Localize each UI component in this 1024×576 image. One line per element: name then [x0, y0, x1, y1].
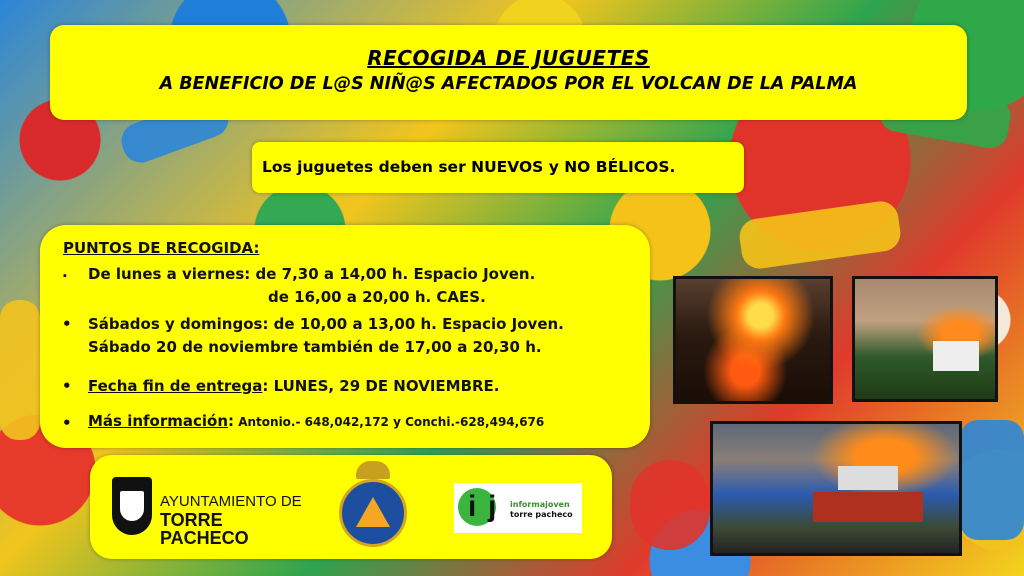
- title-main: RECOGIDA DE JUGUETES: [367, 46, 650, 70]
- ayuntamiento-logo: [112, 473, 312, 548]
- informajoven-i-icon: i: [468, 490, 477, 523]
- title-banner: [50, 25, 967, 120]
- ayuntamiento-text: [160, 493, 312, 547]
- triangle-icon: [356, 497, 390, 527]
- informajoven-sublabel: torre pacheco: [510, 510, 573, 519]
- ayuntamiento-line2: TORRE PACHECO: [160, 510, 249, 548]
- toy-shape: [630, 460, 710, 550]
- weekdays-schedule-afternoon: de 16,00 a 20,00 h. CAES.: [268, 288, 486, 306]
- informajoven-label: informajoven: [510, 500, 570, 509]
- bullet-icon: •: [62, 377, 72, 395]
- bullet-icon: .: [62, 263, 68, 281]
- informajoven-j-icon: j: [488, 490, 497, 523]
- toy-shape: [0, 300, 40, 440]
- bullet-icon: •: [62, 414, 72, 432]
- volcano-photo-3: [710, 421, 962, 556]
- deadline-label: Fecha fin de entrega: [88, 377, 263, 395]
- collection-points-heading: PUNTOS DE RECOGIDA:: [63, 239, 260, 257]
- ayuntamiento-line1: AYUNTAMIENTO DE: [160, 493, 302, 510]
- logos-box: [90, 455, 612, 559]
- bullet-icon: •: [62, 315, 72, 333]
- proteccion-civil-logo: [336, 461, 410, 553]
- info-line: [88, 412, 544, 430]
- deadline-line: [88, 377, 500, 395]
- volcano-photo-1: [673, 276, 833, 404]
- collection-points-box: [40, 225, 650, 448]
- house-shape: [838, 466, 898, 490]
- volcano-photo-2: [852, 276, 998, 402]
- info-contacts: Antonio.- 648,042,172 y Conchi.-628,494,676: [234, 415, 545, 429]
- weekend-schedule: Sábados y domingos: de 10,00 a 13,00 h. Espacio Joven.: [88, 315, 564, 333]
- crown-icon: [356, 461, 390, 479]
- info-colon: :: [228, 412, 235, 430]
- weekdays-schedule: De lunes a viernes: de 7,30 a 14,00 h. Espacio Joven.: [88, 265, 536, 283]
- title-subtitle: A BENEFICIO DE L@S NIÑ@S AFECTADOS POR EL VOLCAN DE LA PALMA: [159, 74, 858, 94]
- house-shape: [813, 492, 923, 522]
- crest-icon: [112, 477, 152, 535]
- toy-shape: [737, 199, 902, 271]
- notice-box: Los juguetes deben ser NUEVOS y NO BÉLICOS.: [252, 142, 744, 193]
- informajoven-logo: [454, 483, 582, 533]
- house-shape: [933, 341, 979, 371]
- deadline-value: : LUNES, 29 DE NOVIEMBRE.: [262, 377, 500, 395]
- toy-shape: [960, 420, 1024, 540]
- weekend-schedule-extra: Sábado 20 de noviembre también de 17,00 a 20,30 h.: [88, 338, 542, 356]
- info-label: Más información: [88, 412, 229, 430]
